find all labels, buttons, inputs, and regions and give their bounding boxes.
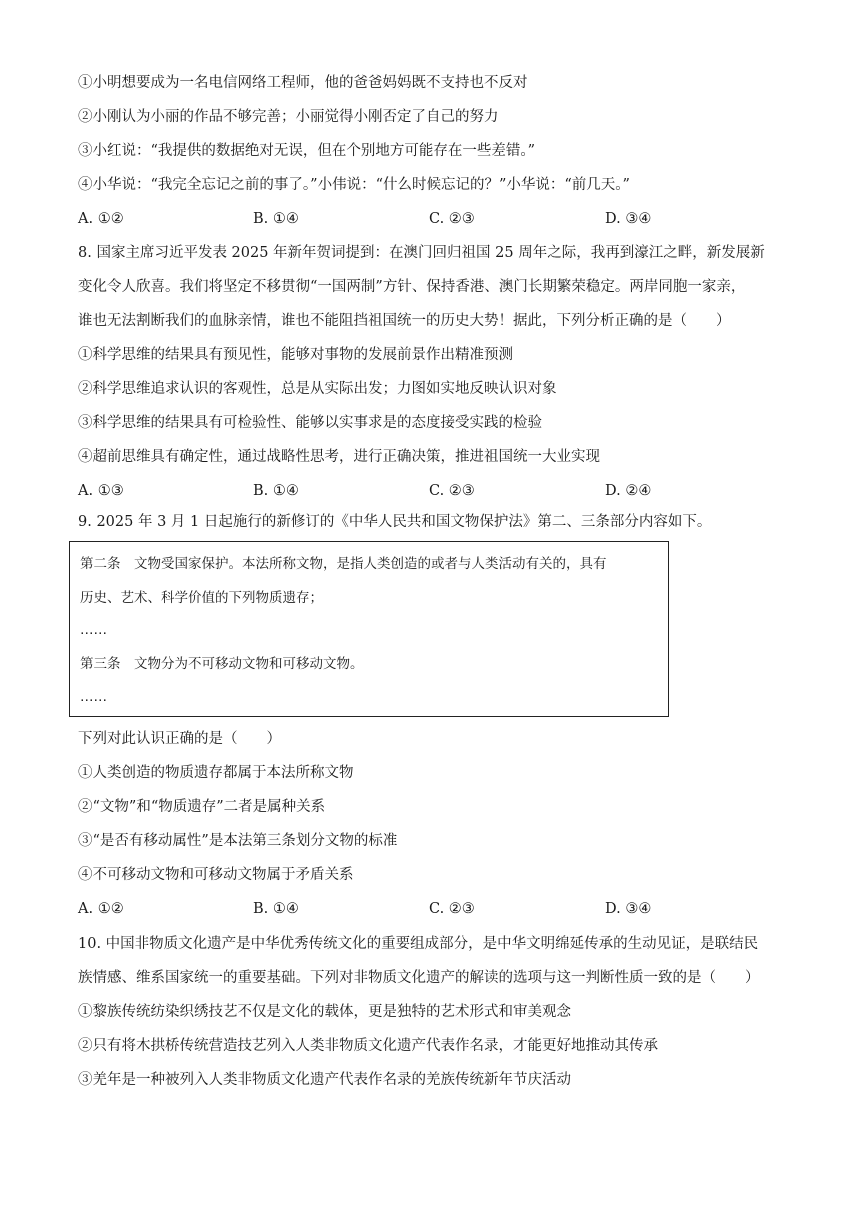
q10-stem-line-1: 10. 中国非物质文化遗产是中华优秀传统文化的重要组成部分，是中华文明绵延传承的生动见证，是联结民: [78, 936, 759, 952]
q7-option-b: B. ①④: [253, 211, 299, 227]
q9-options: [78, 899, 778, 919]
law-article-2-line-1: 第二条 文物受国家保护。本法所称文物，是指人类创造的或者与人类活动有关的，具有: [80, 556, 607, 572]
q10-stem-line-2: 族情感、维系国家统一的重要基础。下列对非物质文化遗产的解读的选项与这一判断性质一致的是（ ）: [78, 970, 760, 986]
q10-item-3: ③羌年是一种被列入人类非物质文化遗产代表作名录的羌族传统新年节庆活动: [78, 1072, 571, 1088]
q9-option-a: A. ①②: [78, 901, 124, 917]
q7-item-4: ④小华说：“我完全忘记之前的事了。”小伟说：“什么时候忘记的？”小华说：“前几天。”: [78, 177, 630, 193]
q9-item-2: ②“文物”和“物质遗存”二者是属种关系: [78, 799, 326, 815]
q7-option-d: D. ③④: [605, 211, 652, 227]
q10-item-1: ①黎族传统纺染织绣技艺不仅是文化的载体，更是独特的艺术形式和审美观念: [78, 1004, 571, 1020]
law-article-2-line-2: 历史、艺术、科学价值的下列物质遗存；: [80, 590, 323, 606]
q9-item-1: ①人类创造的物质遗存都属于本法所称文物: [78, 765, 354, 781]
law-article-3: 第三条 文物分为不可移动文物和可移动文物。: [80, 656, 364, 672]
q8-stem-line-2: 变化令人欣喜。我们将坚定不移贯彻“一国两制”方针、保持香港、澳门长期繁荣稳定。两岸同胞一家亲，: [78, 279, 746, 295]
q7-item-3: ③小红说：“我提供的数据绝对无误，但在个别地方可能存在一些差错。”: [78, 143, 536, 159]
q7-options: [78, 209, 778, 229]
q10-item-2: ②只有将木拱桥传统营造技艺列入人类非物质文化遗产代表作名录，才能更好地推动其传承: [78, 1038, 658, 1054]
q8-option-c: C. ②③: [429, 483, 475, 499]
q9-option-d: D. ③④: [605, 901, 652, 917]
q8-stem-line-1: 8. 国家主席习近平发表 2025 年新年贺词提到：在澳门回归祖国 25 周年之际，我再到濠江之畔，新发展新: [78, 245, 765, 261]
q9-item-3: ③“是否有移动属性”是本法第三条划分文物的标准: [78, 833, 398, 849]
q8-stem-line-3: 谁也无法割断我们的血脉亲情，谁也不能阻挡祖国统一的历史大势！据此，下列分析正确的是（ ）: [78, 313, 731, 329]
q8-option-a: A. ①③: [78, 483, 124, 499]
q8-item-2: ②科学思维追求认识的客观性，总是从实际出发；力图如实地反映认识对象: [78, 381, 557, 397]
q8-options: [78, 481, 778, 501]
q8-item-4: ④超前思维具有确定性，通过战略性思考，进行正确决策，推进祖国统一大业实现: [78, 449, 600, 465]
q7-option-c: C. ②③: [429, 211, 475, 227]
q9-stem: 9. 2025 年 3 月 1 日起施行的新修订的《中华人民共和国文物保护法》第二、三条部分内容如下。: [78, 514, 712, 530]
q9-option-c: C. ②③: [429, 901, 475, 917]
q8-option-b: B. ①④: [253, 483, 299, 499]
q7-item-2: ②小刚认为小丽的作品不够完善；小丽觉得小刚否定了自己的努力: [78, 109, 499, 125]
q8-item-3: ③科学思维的结果具有可检验性、能够以实事求是的态度接受实践的检验: [78, 415, 542, 431]
q9-item-4: ④不可移动文物和可移动文物属于矛盾关系: [78, 867, 354, 883]
law-excerpt-box: [69, 541, 669, 717]
q8-option-d: D. ②④: [605, 483, 652, 499]
q7-item-1: ①小明想要成为一名电信网络工程师，他的爸爸妈妈既不支持也不反对: [78, 75, 528, 91]
law-ellipsis-1: ……: [80, 622, 107, 638]
q9-question: 下列对此认识正确的是（ ）: [78, 731, 281, 747]
q8-item-1: ①科学思维的结果具有预见性，能够对事物的发展前景作出精准预测: [78, 347, 513, 363]
q9-option-b: B. ①④: [253, 901, 299, 917]
law-ellipsis-2: ……: [80, 689, 107, 705]
q7-option-a: A. ①②: [78, 211, 124, 227]
